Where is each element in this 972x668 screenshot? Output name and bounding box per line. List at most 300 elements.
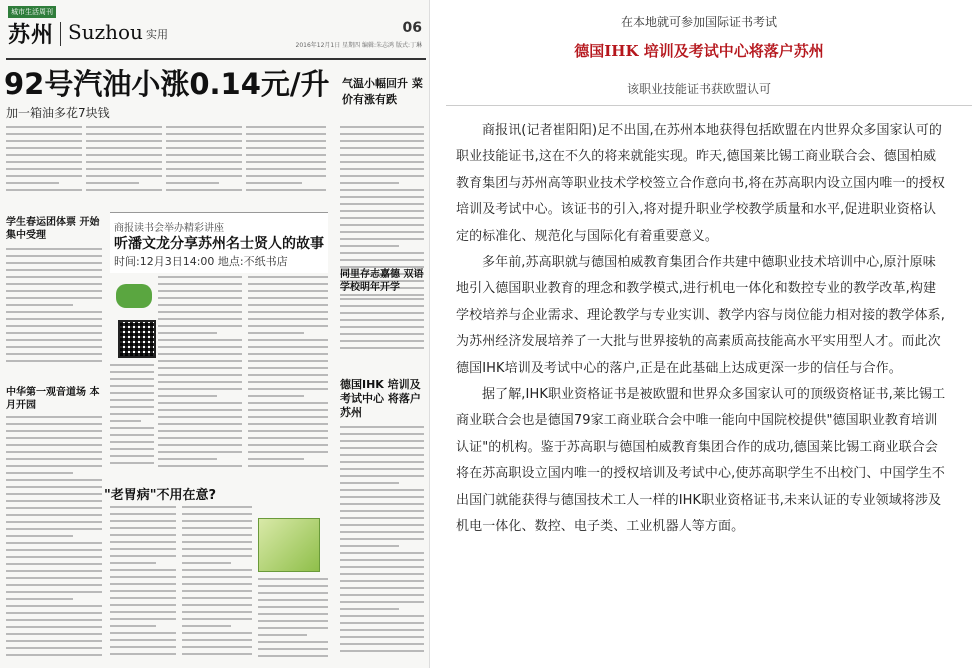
text-line (158, 304, 242, 306)
text-line (258, 655, 328, 657)
text-column (6, 126, 82, 196)
text-line (248, 388, 328, 390)
article-paragraph: 商报讯(记者崔阳阳)足不出国,在苏州本地获得包括欧盟在内世界众多国家认可的职业技能证书,这在不久的将来就能实现。昨天,德国莱比锡工商业联合会、德国柏威教育集团与苏州高等职业技术学校签立合作意向书,将在苏高职内设立国内唯一的授权培训及考试中心。该证书的引入,将对提升职业学校教学质量和水平,促进职业资格认定的标准化、规范化与国际化有着重要意义。 (456, 123, 945, 244)
text-line (246, 175, 326, 177)
text-line (340, 573, 424, 575)
text-line (6, 133, 82, 135)
text-line (110, 385, 154, 387)
text-line (248, 325, 328, 327)
text-line (246, 189, 326, 191)
text-line (182, 534, 252, 536)
article-title: 德国IHK 培训及考试中心将落户苏州 (574, 42, 824, 60)
text-line (258, 599, 328, 601)
text-line (158, 388, 242, 390)
text-line (6, 255, 102, 257)
text-line (158, 367, 242, 369)
text-line (248, 346, 328, 348)
text-line (182, 576, 252, 578)
text-line (110, 364, 154, 366)
text-line (110, 455, 154, 457)
text-line (158, 346, 242, 348)
text-line (158, 437, 242, 439)
text-line (248, 367, 328, 369)
text-line (110, 413, 154, 415)
text-line (340, 305, 424, 307)
text-line (340, 196, 424, 198)
text-line (110, 639, 176, 641)
text-line (6, 262, 102, 264)
text-line (340, 489, 424, 491)
text-line (248, 451, 328, 453)
masthead-section: 实用 (146, 28, 168, 41)
text-line (340, 440, 424, 442)
text-line (6, 591, 102, 593)
side-headline-school: 同里存志嘉德 双语学校明年开学 (340, 269, 424, 293)
text-column (258, 578, 328, 662)
text-line (182, 604, 252, 606)
text-line (110, 653, 176, 655)
text-line (6, 325, 102, 327)
text-line (110, 604, 176, 606)
text-line (182, 562, 231, 564)
text-column (110, 506, 176, 662)
advert-title: "老胃病"不用在意? (104, 488, 217, 503)
lecture-ad-title: 听潘文龙分享苏州名士贤人的故事 (114, 236, 324, 252)
article-paragraph: 多年前,苏高职就与德国柏威教育集团合作共建中德职业技术培训中心,原汁原味地引入德国职业教育的理念和教学模式,进行机电一体化和数控专业的教学改革,构建学校培养与企业需求、理论教学与专业实训、教学内容与岗位能力相对接的教学体系,为苏州经济发展培养了一大批与世界接轨的高素质高技能高水平实用型人才。而此次德国IHK培训及考试中心的落户,正是在此基础上达成更深一步的信任与合作。 (456, 255, 945, 376)
text-line (110, 427, 154, 429)
text-line (158, 451, 242, 453)
text-line (340, 231, 424, 233)
text-line (86, 175, 162, 177)
text-line (158, 290, 242, 292)
text-line (182, 611, 252, 613)
text-line (6, 472, 73, 474)
text-line (110, 555, 176, 557)
text-line (6, 423, 102, 425)
text-line (166, 126, 242, 128)
text-line (6, 339, 102, 341)
text-line (248, 283, 328, 285)
text-line (6, 416, 102, 418)
text-line (182, 625, 231, 627)
text-line (110, 632, 176, 634)
text-line (158, 381, 242, 383)
text-line (248, 374, 328, 376)
newspaper-page-image (0, 0, 430, 668)
text-column (110, 364, 154, 474)
text-line (158, 283, 242, 285)
text-line (6, 444, 102, 446)
text-line (340, 447, 424, 449)
text-line (110, 548, 176, 550)
page-number: 06 (402, 20, 422, 36)
text-line (166, 189, 242, 191)
text-line (248, 276, 328, 278)
article (446, 0, 972, 668)
left-heading-tickets: 学生春运团体票 开始集中受理 (6, 217, 100, 241)
text-line (110, 527, 176, 529)
text-line (340, 210, 424, 212)
masthead-english: Suzhou (68, 20, 143, 44)
text-line (340, 482, 399, 484)
text-line (248, 339, 328, 341)
text-line (86, 133, 162, 135)
text-line (158, 311, 242, 313)
text-line (340, 587, 424, 589)
text-line (6, 535, 73, 537)
text-line (340, 154, 424, 156)
text-line (166, 161, 242, 163)
text-line (6, 549, 102, 551)
text-line (340, 559, 424, 561)
bookclub-logo (116, 284, 152, 308)
text-line (248, 430, 328, 432)
text-line (246, 182, 302, 184)
text-line (340, 217, 424, 219)
product-box-image (258, 518, 320, 572)
text-line (258, 620, 328, 622)
text-line (166, 133, 242, 135)
text-line (110, 590, 176, 592)
text-line (340, 475, 424, 477)
masthead (6, 4, 426, 60)
text-line (110, 562, 156, 564)
text-line (166, 168, 242, 170)
text-line (340, 524, 424, 526)
text-line (6, 458, 102, 460)
side-headline-weather: 气温小幅回升 菜价有涨有跌 (342, 77, 423, 106)
text-line (246, 161, 326, 163)
text-line (340, 333, 424, 335)
text-line (258, 648, 328, 650)
text-line (340, 147, 424, 149)
text-column (340, 298, 424, 358)
text-line (158, 409, 242, 411)
text-column (246, 126, 326, 196)
text-line (110, 534, 176, 536)
text-line (158, 360, 242, 362)
text-line (6, 612, 102, 614)
text-line (6, 430, 102, 432)
text-line (248, 437, 328, 439)
text-line (340, 312, 424, 314)
text-line (6, 584, 102, 586)
text-line (6, 189, 82, 191)
text-line (110, 506, 176, 508)
text-line (258, 627, 328, 629)
text-line (340, 340, 424, 342)
text-line (158, 423, 242, 425)
text-line (340, 126, 424, 128)
text-line (110, 441, 154, 443)
text-line (340, 517, 424, 519)
text-line (246, 154, 326, 156)
text-line (248, 423, 328, 425)
text-line (248, 311, 328, 313)
text-line (110, 406, 154, 408)
text-line (6, 486, 102, 488)
masthead-title: 苏州 (8, 23, 55, 48)
text-line (110, 569, 176, 571)
text-line (182, 590, 252, 592)
text-line (6, 175, 82, 177)
text-line (110, 618, 176, 620)
text-line (6, 465, 102, 467)
text-line (158, 297, 242, 299)
text-line (340, 636, 424, 638)
text-line (6, 248, 102, 250)
text-line (340, 552, 424, 554)
text-line (340, 566, 424, 568)
text-line (182, 520, 252, 522)
text-line (6, 283, 102, 285)
side-headline-ihk: 德国IHK 培训及考试中心 将落户苏州 (340, 378, 421, 419)
text-line (6, 147, 82, 149)
text-line (182, 597, 252, 599)
text-line (248, 318, 328, 320)
text-line (340, 189, 424, 191)
text-line (340, 594, 424, 596)
text-column (6, 248, 102, 368)
text-line (182, 555, 252, 557)
text-line (6, 297, 102, 299)
text-line (86, 140, 162, 142)
text-line (158, 395, 217, 397)
article-paragraph: 据了解,IHK职业资格证书是被欧盟和世界众多国家认可的顶级资格证书,莱比锡工商业联合会也是德国79家工商业联合会中唯一能向中国院校提供"德国职业教育培训认证"的机构。鉴于苏高职与德国柏威教育集团合作的成功,德国莱比锡工商业联合会将在苏高职设立国内唯一的授权培训及考试中心,使苏高职学生不出校门、中国学生不出国门就能获得与德国技术工人一样的IHK职业资格证书,未来认证的专业领域将涉及机电一体化、数控、电子类、工业机器人等方面。 (456, 387, 946, 535)
text-line (182, 541, 252, 543)
text-line (340, 224, 424, 226)
text-line (158, 402, 242, 404)
text-line (6, 126, 82, 128)
text-line (340, 496, 424, 498)
text-line (110, 541, 176, 543)
text-line (6, 556, 102, 558)
text-line (6, 570, 102, 572)
text-line (340, 182, 399, 184)
text-line (182, 527, 252, 529)
text-line (340, 643, 424, 645)
text-line (258, 613, 328, 615)
text-line (86, 189, 162, 191)
text-line (6, 182, 59, 184)
text-line (182, 583, 252, 585)
text-line (248, 360, 328, 362)
newspaper-headline: 92号汽油小涨0.14元/升 (4, 67, 330, 101)
text-line (182, 506, 252, 508)
text-line (6, 647, 102, 649)
text-line (158, 374, 242, 376)
text-line (248, 297, 328, 299)
text-line (258, 606, 328, 608)
text-line (6, 161, 82, 163)
text-line (182, 632, 252, 634)
text-line (6, 528, 102, 530)
text-line (340, 133, 424, 135)
text-line (248, 395, 304, 397)
text-line (340, 252, 424, 254)
text-line (6, 154, 82, 156)
text-line (248, 409, 328, 411)
text-line (340, 629, 424, 631)
text-line (182, 653, 252, 655)
text-line (340, 580, 424, 582)
text-line (86, 182, 139, 184)
text-line (248, 353, 328, 355)
text-line (110, 371, 154, 373)
text-line (182, 548, 252, 550)
text-line (6, 318, 102, 320)
text-line (166, 175, 242, 177)
text-line (340, 468, 424, 470)
text-column (166, 126, 242, 196)
text-line (340, 326, 424, 328)
text-line (340, 175, 424, 177)
text-line (258, 592, 328, 594)
text-line (158, 458, 217, 460)
text-line (258, 585, 328, 587)
text-line (340, 161, 424, 163)
article-kicker: 在本地就可参加国际证书考试 (620, 15, 777, 29)
text-line (6, 626, 102, 628)
text-line (340, 531, 424, 533)
text-line (340, 510, 424, 512)
text-line (6, 577, 102, 579)
text-line (340, 454, 424, 456)
text-line (110, 462, 154, 464)
text-line (248, 458, 304, 460)
text-line (248, 465, 328, 467)
section-tag: 城市生活周刊 (8, 6, 56, 18)
text-line (110, 597, 176, 599)
text-line (110, 392, 154, 394)
text-line (6, 598, 73, 600)
article-subtitle: 该职业技能证书获欧盟认可 (626, 82, 771, 96)
text-line (86, 126, 162, 128)
text-line (166, 140, 242, 142)
text-line (248, 332, 304, 334)
text-line (6, 311, 102, 313)
text-line (248, 416, 328, 418)
text-line (246, 133, 326, 135)
text-line (6, 353, 102, 355)
text-line (340, 245, 399, 247)
text-line (6, 619, 102, 621)
text-line (340, 650, 424, 652)
text-line (246, 126, 326, 128)
text-column (182, 506, 252, 662)
text-line (248, 304, 328, 306)
text-line (110, 520, 176, 522)
text-line (110, 420, 141, 422)
text-line (246, 140, 326, 142)
text-line (110, 625, 156, 627)
page-meta: 2016年12月1日 星期四 编辑:朱志鸿 版式:丁琳 (295, 42, 422, 49)
text-line (158, 325, 242, 327)
text-line (158, 332, 217, 334)
text-line (166, 147, 242, 149)
text-line (258, 634, 307, 636)
text-line (246, 147, 326, 149)
text-line (166, 182, 219, 184)
text-line (158, 353, 242, 355)
text-column (248, 276, 328, 476)
text-line (340, 298, 424, 300)
text-line (340, 347, 424, 349)
text-line (182, 639, 252, 641)
text-line (110, 378, 154, 380)
text-line (6, 140, 82, 142)
text-line (86, 161, 162, 163)
text-line (258, 578, 328, 580)
text-line (6, 360, 102, 362)
text-line (166, 154, 242, 156)
masthead-divider (60, 22, 61, 46)
text-line (340, 538, 424, 540)
text-line (110, 448, 154, 450)
text-line (158, 339, 242, 341)
text-line (158, 444, 242, 446)
text-line (246, 168, 326, 170)
text-line (158, 430, 242, 432)
text-line (6, 276, 102, 278)
text-line (6, 269, 102, 271)
text-line (110, 583, 176, 585)
text-line (248, 290, 328, 292)
text-line (6, 437, 102, 439)
text-column (86, 126, 162, 196)
text-line (340, 140, 424, 142)
text-line (182, 618, 252, 620)
lecture-ad-time: 时间:12月3日14:00 地点:不纸书店 (114, 255, 288, 268)
left-heading-temple: 中华第一观音道场 本月开园 (6, 387, 100, 411)
text-line (6, 168, 82, 170)
text-column (6, 416, 102, 662)
text-line (340, 168, 424, 170)
text-line (6, 304, 73, 306)
qr-code-icon (118, 320, 156, 358)
text-line (110, 399, 154, 401)
text-line (110, 576, 176, 578)
text-line (6, 654, 102, 656)
text-line (340, 622, 424, 624)
text-line (340, 615, 424, 617)
text-column (158, 276, 242, 476)
text-line (158, 465, 242, 467)
text-line (340, 503, 424, 505)
article-body (456, 118, 948, 541)
text-line (6, 507, 102, 509)
text-line (110, 513, 176, 515)
text-line (182, 646, 252, 648)
text-line (6, 332, 102, 334)
text-line (340, 203, 424, 205)
text-line (110, 646, 176, 648)
text-line (258, 641, 328, 643)
text-line (340, 426, 424, 428)
text-line (340, 601, 424, 603)
text-line (340, 545, 399, 547)
text-line (248, 402, 328, 404)
text-line (340, 238, 424, 240)
text-line (158, 276, 242, 278)
text-line (86, 147, 162, 149)
text-line (110, 434, 154, 436)
lecture-ad-header: 商报读书会举办精彩讲座 (114, 223, 224, 234)
text-line (340, 608, 399, 610)
newspaper-subhead: 加一箱油多花7块钱 (6, 106, 110, 120)
text-line (340, 461, 424, 463)
text-line (6, 633, 102, 635)
